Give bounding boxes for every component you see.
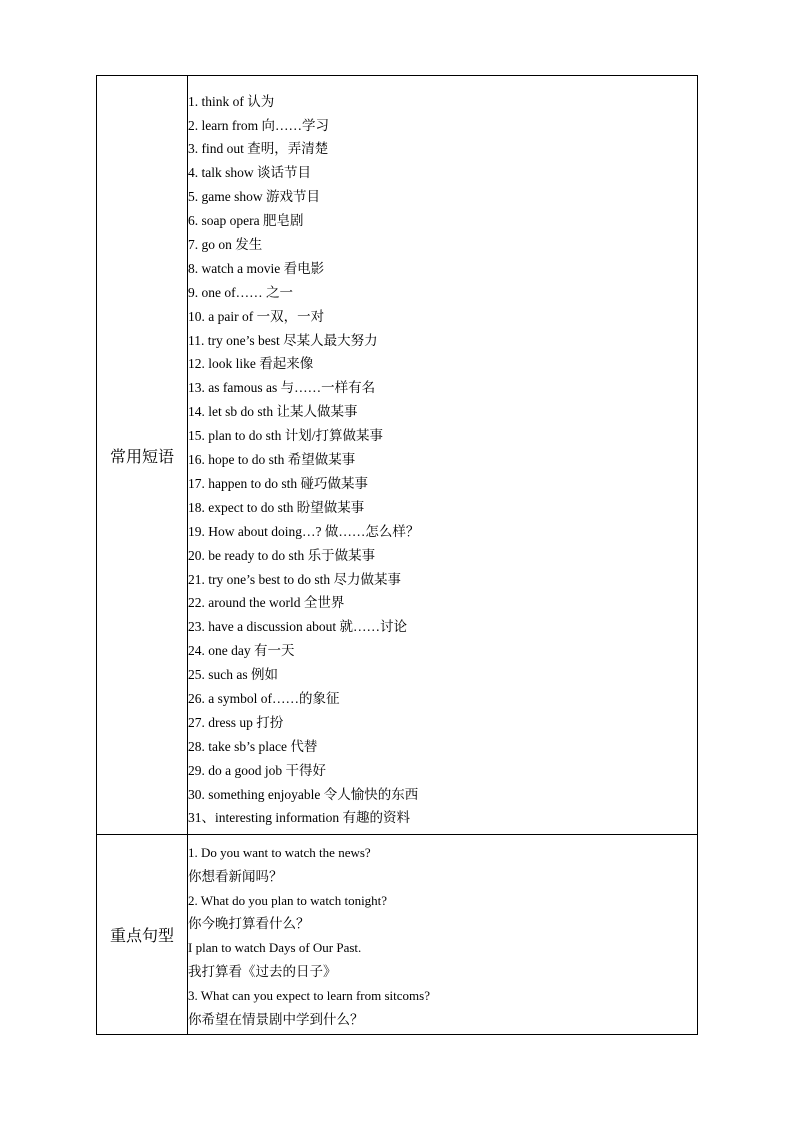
sentences-row: [97, 835, 698, 1035]
phrase-item: 16. hope to do sth 希望做某事: [188, 452, 356, 468]
phrase-item: 28. take sb’s place 代替: [188, 738, 318, 754]
phrase-item: 5. game show 游戏节目: [188, 189, 320, 205]
phrase-item: 11. try one’s best 尽某人最大努力: [188, 332, 378, 348]
phrase-item: 10. a pair of 一双，一对: [188, 308, 325, 324]
sentence-english: 1. Do you want to watch the news?: [188, 845, 371, 860]
phrase-item: 8. watch a movie 看电影: [188, 260, 325, 276]
phrases-row: [97, 76, 698, 835]
sentence-english: 3. What can you expect to learn from sitcoms?: [188, 988, 430, 1004]
phrase-item: 20. be ready to do sth 乐于做某事: [188, 547, 376, 563]
phrases-section-label: 常用短语: [97, 76, 188, 835]
phrase-item: 23. have a discussion about 就……讨论: [188, 619, 407, 635]
phrase-item: 26. a symbol of……的象征: [188, 690, 340, 706]
sentences-section-label: 重点句型: [97, 835, 188, 1035]
phrase-item: 3. find out 查明，弄清楚: [188, 141, 329, 157]
phrase-list: [188, 78, 697, 833]
phrase-item: 2. learn from 向……学习: [188, 117, 329, 133]
phrase-item: 7. go on 发生: [188, 237, 263, 253]
phrase-item: 25. such as 例如: [188, 667, 278, 683]
sentence-chinese: 你希望在情景剧中学到什么？: [188, 1011, 364, 1028]
sentence-chinese: 你今晚打算看什么？: [188, 916, 310, 933]
phrase-item: 9. one of…… 之一: [188, 284, 293, 300]
phrase-item: 13. as famous as 与……一样有名: [188, 380, 376, 396]
sentence-english: I plan to watch Days of Our Past.: [188, 940, 362, 956]
phrases-cell: [188, 76, 698, 835]
phrase-item: 18. expect to do sth 盼望做某事: [188, 499, 365, 515]
phrase-item: 1. think of 认为: [188, 93, 275, 109]
sentence-chinese: 我打算看《过去的日子》: [188, 964, 337, 981]
phrase-item: 14. let sb do sth 让某人做某事: [188, 404, 358, 420]
phrase-item: 6. soap opera 肥皂剧: [188, 213, 304, 229]
phrase-item: 19. How about doing…? 做……怎么样？: [188, 523, 420, 539]
phrase-item: 15. plan to do sth 计划/打算做某事: [188, 428, 383, 444]
phrase-item: 12. look like 看起来像: [188, 356, 314, 372]
phrase-item: 22. around the world 全世界: [188, 595, 345, 611]
phrase-item: 24. one day 有一天: [188, 643, 295, 659]
phrase-item: 17. happen to do sth 碰巧做某事: [188, 475, 368, 491]
phrase-item: 27. dress up 打扮: [188, 714, 284, 730]
phrase-item: 29. do a good job 干得好: [188, 762, 326, 778]
sentences-cell: [188, 835, 698, 1035]
phrase-item: 30. something enjoyable 令人愉快的东西: [188, 786, 419, 802]
sentence-chinese: 你想看新闻吗？: [188, 868, 283, 885]
document-table: [96, 75, 698, 1035]
phrase-item: 31、interesting information 有趣的资料: [188, 810, 410, 826]
phrase-item: 4. talk show 谈话节目: [188, 165, 311, 181]
phrase-item: 21. try one’s best to do sth 尽力做某事: [188, 571, 401, 587]
sentence-list: [188, 835, 697, 1034]
sentence-english: 2. What do you plan to watch tonight?: [188, 892, 388, 908]
